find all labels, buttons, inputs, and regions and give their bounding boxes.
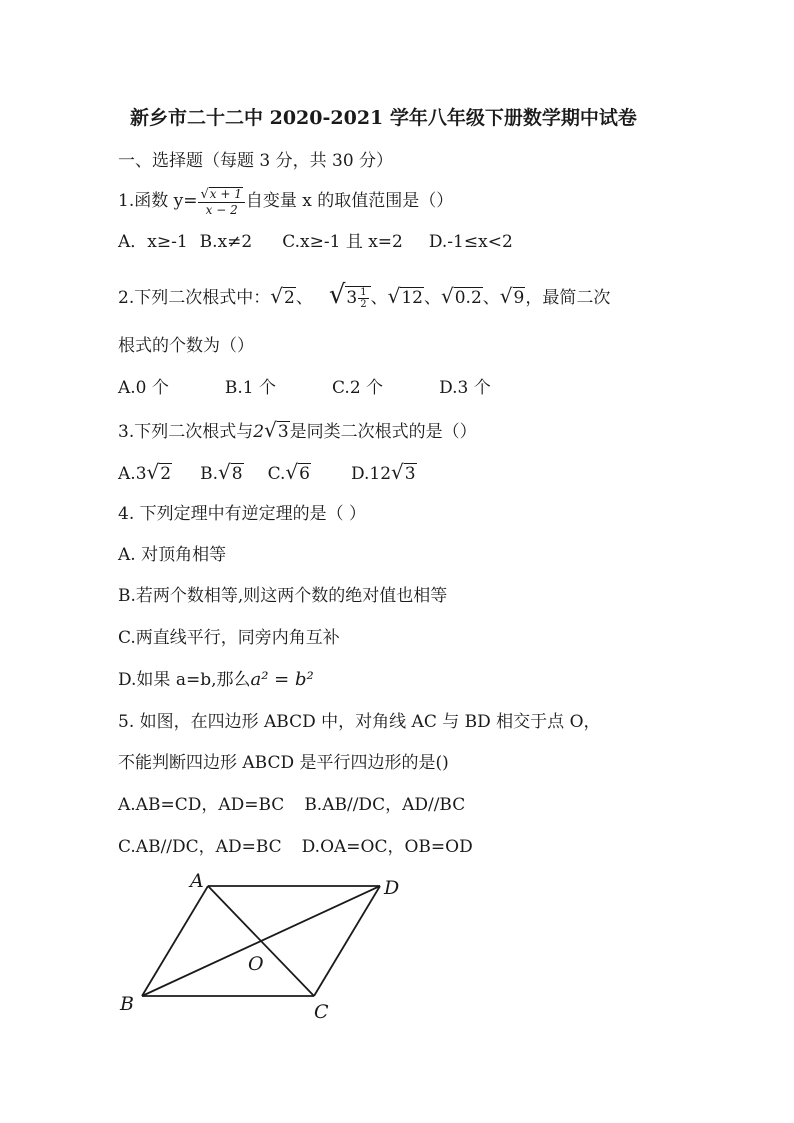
q3-option-c: C.√6 [267, 460, 310, 484]
q3-option-b-radical: 8 [231, 464, 243, 484]
q1-prefix: 1.函数 y= [118, 191, 198, 211]
q1-option-c: C.x≥-1 且 x=2 [282, 232, 403, 252]
q2-suffix: ，最简二次 [525, 288, 611, 308]
q3-option-d-radical: 3 [404, 464, 416, 484]
q3-option-a-label: A. [118, 464, 136, 484]
q5-options-row2 [118, 835, 473, 859]
q3-radical: 3 [277, 422, 289, 442]
q4-option-b: B.若两个数相等,则这两个数的绝对值也相等 [118, 586, 448, 606]
q1-fraction: $\frac{√x + 1}{x - 2}$ [198, 187, 244, 217]
q2-line2: 根式的个数为（） [118, 336, 254, 356]
q4-stem: 4. 下列定理中有逆定理的是（ ） [118, 504, 367, 524]
q3-option-a-coef: 3 [135, 464, 147, 484]
q4-option-d [118, 668, 314, 692]
edge-cd [314, 886, 380, 996]
section-heading: 一、选择题（每题 3 分，共 30 分） [118, 151, 394, 171]
q5-option-c: C.AB//DC，AD=BC [118, 837, 282, 857]
q4-option-d-math: a² = b² [250, 669, 314, 690]
q5-option-b: B.AB//DC，AD//BC [304, 795, 466, 815]
question-3: 3.下列二次根式与2√3是同类二次根式的是（） [118, 418, 477, 442]
q3-option-a: A.3√2 [118, 460, 172, 484]
q2-option-a: A.0 个 [118, 378, 169, 398]
q3-option-a-radical: 2 [160, 464, 172, 484]
q3-option-c-label: C. [267, 464, 286, 484]
q2-option-b: B.1 个 [224, 378, 277, 398]
question-1 [118, 186, 453, 217]
q3-option-b-label: B. [200, 464, 218, 484]
diagonal-bd [142, 886, 380, 996]
vertex-label-b: B [120, 993, 134, 1015]
q3-option-d-coef: 12 [369, 464, 392, 484]
q3-option-d: D.12√3 [350, 460, 416, 484]
q3-coef: 2 [253, 422, 265, 442]
parallelogram-figure [110, 868, 410, 1028]
q2-radical-2-whole: 3 [346, 288, 358, 308]
q2-sep: 、 [370, 288, 388, 308]
q5-options-row1 [118, 793, 465, 817]
q5-option-a: A.AB=CD，AD=BC [118, 795, 285, 815]
q1-option-b: B.x≠2 [199, 232, 253, 252]
q2-prefix: 2.下列二次根式中： [118, 288, 271, 308]
vertex-label-a: A [190, 870, 204, 892]
q2-radical-4: 0.2 [454, 288, 482, 308]
q3-option-b: B.√8 [200, 460, 243, 484]
q3-option-d-label: D. [350, 464, 370, 484]
q4-option-a: A. 对顶角相等 [118, 545, 227, 565]
q5-line1: 5. 如图，在四边形 ABCD 中，对角线 AC 与 BD 相交于点 O， [118, 712, 601, 732]
exam-title: 新乡市二十二中 2020-2021 学年八年级下册数学期中试卷 [130, 107, 637, 129]
q1-options [118, 230, 513, 254]
vertex-label-c: C [314, 1001, 329, 1023]
q5-line2: 不能判断四边形 ABCD 是平行四边形的是() [118, 753, 449, 773]
q3-options [118, 458, 417, 488]
q2-sep: 、 [295, 288, 313, 308]
q2-radical-2-den: 2 [360, 299, 367, 310]
q2-radical-5: 9 [513, 288, 525, 308]
q3-suffix: 是同类二次根式的是（） [289, 422, 477, 442]
q2-radical-2-num: 1 [360, 287, 367, 298]
vertex-label-o: O [248, 953, 264, 975]
q2-radical-1: 2 [283, 288, 295, 308]
q2-option-c: C.2 个 [332, 378, 384, 398]
q4-option-d-prefix: D.如果 a=b,那么 [118, 670, 251, 690]
q3-option-c-radical: 6 [299, 464, 310, 484]
q1-option-d: D.-1≤x<2 [428, 232, 513, 252]
q2-sep: 、 [482, 288, 500, 308]
q1-frac-den: x − 2 [205, 202, 238, 217]
q1-suffix: 自变量 x 的取值范围是（） [245, 191, 454, 211]
q4-option-c: C.两直线平行，同旁内角互补 [118, 628, 340, 648]
q5-option-d: D.OA=OC，OB=OD [301, 837, 473, 857]
vertex-label-d: D [384, 877, 400, 899]
q2-radical-3: 12 [401, 288, 423, 308]
q3-prefix: 3.下列二次根式与 [118, 422, 254, 442]
q1-option-a: A．x≥-1 [118, 232, 188, 252]
q2-options [118, 376, 491, 400]
edge-ab [142, 886, 208, 996]
q2-option-d: D.3 个 [439, 378, 491, 398]
q1-frac-num: x + 1 [209, 186, 242, 201]
q2-sep: 、 [423, 288, 441, 308]
question-2: 2.下列二次根式中：√2、 √3 $\frac{1}{2}$ 、√12、√0.2、√9，最简二次 [118, 280, 611, 310]
